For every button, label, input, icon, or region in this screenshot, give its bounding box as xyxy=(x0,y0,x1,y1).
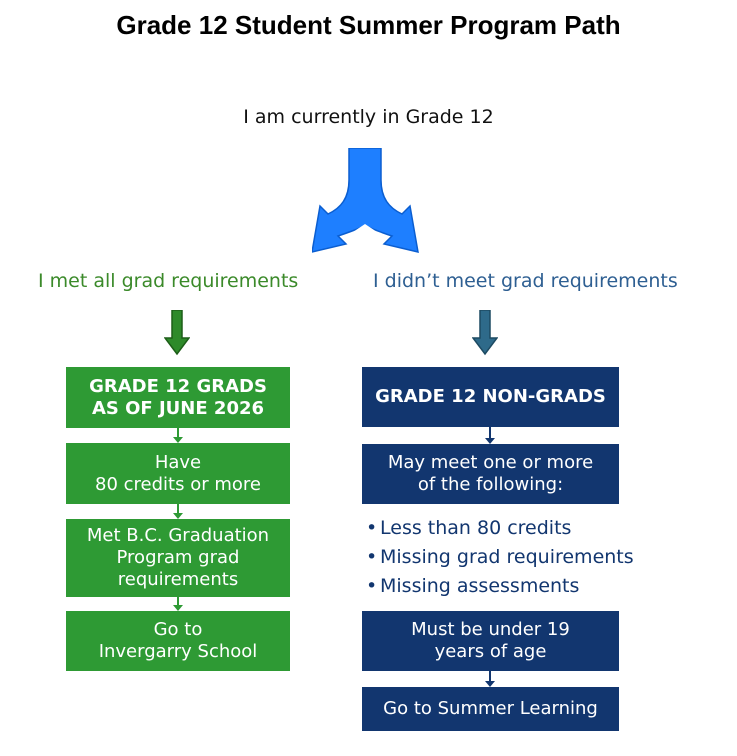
box-line: Program grad xyxy=(116,547,240,568)
go-to-summer-learning-box: Go to Summer Learning xyxy=(362,687,619,731)
box-line: Invergarry School xyxy=(98,641,258,662)
bullet-item xyxy=(366,572,634,601)
bullet-text: Less than 80 credits xyxy=(380,517,572,539)
bullet-text: Missing assessments xyxy=(380,575,580,597)
branch-label-met: I met all grad requirements xyxy=(38,270,299,292)
go-to-invergarry-box xyxy=(66,611,290,671)
box-line: requirements xyxy=(117,569,239,590)
condition-bullet-list xyxy=(366,514,634,601)
page-title: Grade 12 Student Summer Program Path xyxy=(116,10,621,40)
grade12-non-grads-header: GRADE 12 NON-GRADS xyxy=(362,367,619,427)
connector-arrow-icon xyxy=(171,597,185,612)
bullet-icon: • xyxy=(366,517,378,539)
header-line: GRADE 12 GRADS xyxy=(89,375,267,397)
may-meet-condition-box xyxy=(362,444,619,504)
connector-arrow-icon xyxy=(171,504,185,520)
bullet-icon: • xyxy=(366,546,378,568)
box-line: years of age xyxy=(434,641,547,662)
bullet-item xyxy=(366,543,634,572)
header-line: AS OF JUNE 2026 xyxy=(91,397,265,419)
met-bc-requirements-box xyxy=(66,519,290,597)
age-limit-box xyxy=(362,611,619,671)
have-80-credits-box xyxy=(66,443,290,504)
bullet-icon: • xyxy=(366,575,378,597)
box-line: Met B.C. Graduation xyxy=(86,525,270,546)
bullet-text: Missing grad requirements xyxy=(380,546,634,568)
branch-label-not-met: I didn’t meet grad requirements xyxy=(373,270,678,292)
start-node-text: I am currently in Grade 12 xyxy=(243,106,494,128)
connector-arrow-icon xyxy=(483,671,497,688)
box-line: Must be under 19 xyxy=(411,619,570,640)
box-line: of the following: xyxy=(417,474,564,495)
box-line: May meet one or more xyxy=(387,452,594,473)
box-line: Go to xyxy=(153,619,203,640)
grade12-grads-header xyxy=(66,367,290,428)
box-line: Have xyxy=(154,451,202,473)
arrow-down-icon xyxy=(164,310,190,356)
connector-arrow-icon xyxy=(483,427,497,445)
arrow-down-icon xyxy=(472,310,498,356)
box-line: 80 credits or more xyxy=(95,473,261,495)
split-arrow-icon xyxy=(312,148,422,254)
bullet-item xyxy=(366,514,634,543)
connector-arrow-icon xyxy=(171,428,185,444)
